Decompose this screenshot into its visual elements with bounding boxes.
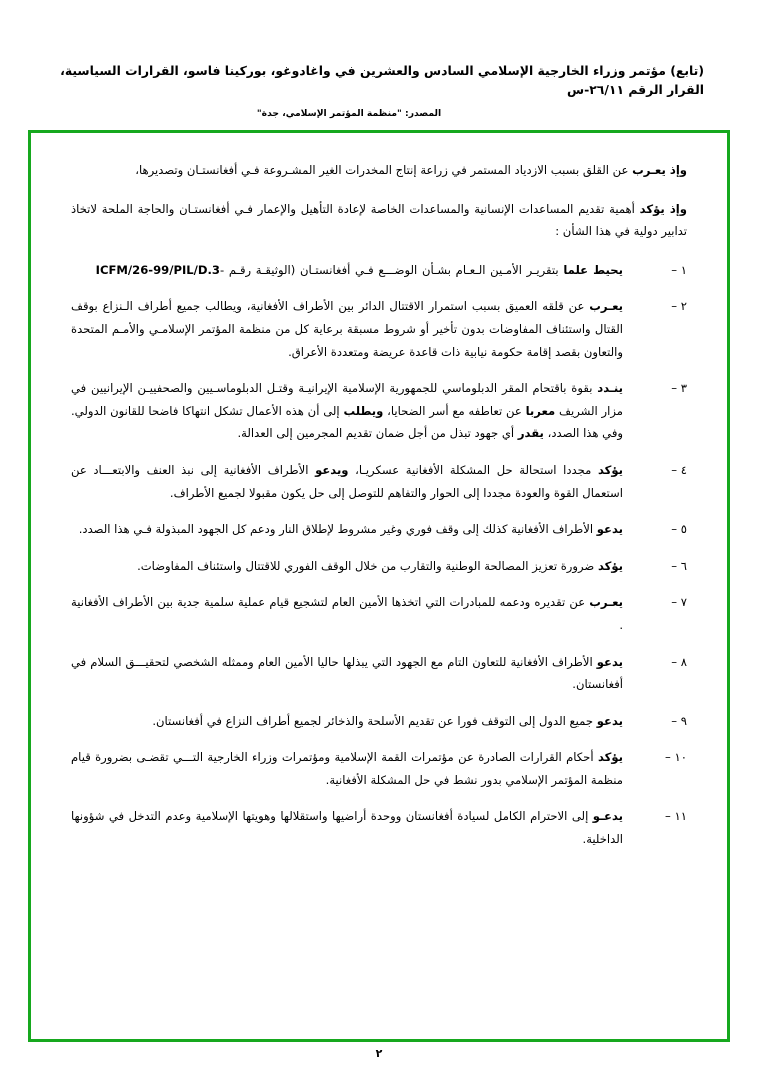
clause-content xyxy=(71,555,623,578)
clause-number: ٨ – xyxy=(671,654,687,669)
clause-body: بتقريـر الأمـين الـعـام بشـأن الوضـــع فـي أفغانستـان (الوثيقـة رقـم - xyxy=(219,262,564,277)
clause-number: ٢ – xyxy=(671,299,687,314)
document-reference: ICFM/26-99/PIL/D.3 xyxy=(95,262,220,277)
clause-content xyxy=(71,377,623,445)
clause-lead: يعـرب xyxy=(589,299,623,314)
clause-number-value: ٥ xyxy=(680,522,687,537)
clause-number-value: ٣ xyxy=(680,381,687,396)
clause-lead: يدعو xyxy=(596,713,623,728)
clause-content xyxy=(71,710,623,733)
clause-content xyxy=(71,295,623,363)
clause-number-value: ٤ xyxy=(680,462,687,477)
preamble-lead-1: وإذ يعـرب xyxy=(632,163,687,177)
clause-number: ٥ – xyxy=(671,522,687,537)
clause-number-value: ١١ xyxy=(674,809,687,824)
clause-number-value: ٨ xyxy=(680,654,687,669)
page-number: ٢ xyxy=(375,1047,383,1060)
clause-number: ٦ – xyxy=(671,558,687,573)
clause-number: ١ – xyxy=(671,262,687,277)
clause-body: جميع الدول إلى التوقف فورا عن تقديم الأسلحة والذخائر لجميع أطراف النزاع في أفغانستان. xyxy=(152,713,597,728)
clause-body: بقوة باقتحام المقر الدبلوماسي للجمهورية الإسلامية الإيرانيـة وقتـل الدبلوماسـيين والصحفييـن الإيرانيين في مزار الشريف xyxy=(71,381,623,418)
clause-body-2: الأطراف الأفغانية إلى نبذ العنف والابتعـــاد عن استعمال القوة والعودة مجددا إلى الحوار والتفاهم للتوصل إلى حل يكون مقبولا لجميع الأطراف. xyxy=(71,462,623,500)
preamble-lead-2: وإذ يؤكد xyxy=(639,201,687,216)
clause-number: ٩ – xyxy=(671,713,687,728)
page-footer xyxy=(0,1047,758,1060)
clause-body: أحكام القرارات الصادرة عن مؤتمرات القمة الإسلامية ومؤتمرات وزراء الخارجية التـــي تقضـى بضرورة قيام منظمة المؤتمر الإسلامي بدور نشط في حل المشكلة الأفغانية. xyxy=(71,750,623,787)
clause-content xyxy=(71,651,623,696)
clause-lead: يؤكد xyxy=(597,558,623,573)
list-item xyxy=(71,591,687,636)
clause-content xyxy=(71,459,623,504)
clause-number: ٤ – xyxy=(671,462,687,477)
clause-lead-2: ويدعو xyxy=(315,462,349,477)
content-frame xyxy=(28,130,730,1042)
clause-lead-4: يقدر xyxy=(517,426,544,441)
clause-content xyxy=(71,805,623,850)
clause-body: الأطراف الأفغانية للتعاون التام مع الجهود التي يبذلها حاليا الأمين العام وممثله الشخصي لتحقيـــق السلام في أفغانستان. xyxy=(71,654,623,692)
preamble-text-2: أهمية تقديم المساعدات الإنسانية والمساعدات الخاصة لإعادة التأهيل والإعمار فـي أفغانستـان والحاجة الملحة لاتخاذ تدابير دولية في هذا الشأن : xyxy=(71,201,687,239)
list-item xyxy=(71,805,687,850)
list-item xyxy=(71,518,687,541)
clause-lead: يدعو xyxy=(596,654,623,669)
clause-body-2: عن تعاطفه مع أسر الضحايا، xyxy=(383,403,526,418)
clause-body: ضرورة تعزيز المصالحة الوطنية والتقارب من خلال الوقف الفوري للاقتتال واستئناف المفاوضات. xyxy=(137,558,598,573)
clause-body: الأطراف الأفغانية كذلك إلى وقف فوري وغير مشروط لإطلاق النار ودعم كل الجهود المبذولة فـي هذا الصدد. xyxy=(78,522,597,537)
preamble-text-1: عن القلق بسبب الازدياد المستمر في زراعة إنتاج المخدرات الغير المشـروعة فـي أفغانستـان وتصديرها، xyxy=(135,163,633,177)
preamble-paragraph-2 xyxy=(71,198,687,243)
clause-lead: يؤكد xyxy=(597,750,623,765)
clause-number-value: ١٠ xyxy=(674,750,687,765)
list-item xyxy=(71,710,687,733)
clause-lead: ينـدد xyxy=(597,381,623,396)
header-source: المصدر: "منظمة المؤتمر الإسلامي، جدة" xyxy=(256,108,442,120)
header-title: (تابع) مؤتمر وزراء الخارجية الإسلامي السادس والعشرين في واغادوغو، بوركينا فاسو، القرارات السياسية، القرار الرقم ٢٦/١١-س xyxy=(60,63,704,97)
list-item xyxy=(71,651,687,696)
clause-number-value: ٦ xyxy=(680,558,687,573)
clause-body: مجددا استحالة حل المشكلة الأفغانية عسكريـا، xyxy=(348,462,598,477)
clause-lead: يحيط علما xyxy=(563,262,623,277)
clause-content xyxy=(71,746,623,791)
list-item xyxy=(71,746,687,791)
clause-number-value: ١ xyxy=(680,262,687,277)
clause-lead: يؤكد xyxy=(597,462,624,477)
clause-number: ٣ – xyxy=(671,381,687,396)
clause-content xyxy=(71,591,623,636)
clause-lead: يدعو xyxy=(596,522,623,537)
clause-number: ٧ – xyxy=(671,595,687,610)
list-item xyxy=(71,377,687,445)
clause-number-value: ٧ xyxy=(680,595,687,610)
clause-body: عن قلقه العميق بسبب استمرار الاقتتال الدائر بين الأطراف الأفغانية، ويطالب جميع أطراف الـنزاع بوقف القتال واستئناف المفاوضات بدون تأخير أو شروط مسبقة برعاية كل من منظمة المؤتمر الإسلامـي والأمـم المتحدة والتعاون بقصد إقامة حكومة نيابية ذات قاعدة عريضة ومتعددة الأعراق. xyxy=(71,299,623,359)
list-item xyxy=(71,259,687,282)
clause-number-value: ٢ xyxy=(680,299,687,314)
page-header xyxy=(54,62,704,119)
clause-body: إلى الاحترام الكامل لسيادة أفغانستان ووحدة أراضيها واستقلالها وهويتها الإسلامية وعدم التدخل في شؤونها الداخلية. xyxy=(71,809,623,847)
clause-lead-3: ويطلب xyxy=(343,403,384,418)
content-body xyxy=(31,133,727,885)
clause-lead: يعـرب xyxy=(589,595,623,610)
clause-number: ١٠ – xyxy=(665,750,687,765)
clause-body-4: أي جهود تبذل من أجل ضمان تقديم المجرمين إلى العدالة. xyxy=(237,426,518,441)
clause-number-value: ٩ xyxy=(680,713,687,728)
preamble-paragraph-1 xyxy=(71,159,687,182)
clause-number: ١١ – xyxy=(665,809,687,824)
list-item xyxy=(71,295,687,363)
list-item xyxy=(71,555,687,578)
list-item xyxy=(71,459,687,504)
clause-list xyxy=(71,259,687,851)
clause-lead: يدعـو xyxy=(592,809,623,824)
clause-lead-2: معربا xyxy=(525,403,556,418)
clause-content xyxy=(71,259,623,282)
clause-body: عن تقديره ودعمه للمبادرات التي اتخذها الأمين العام لتشجيع قيام عملية سلمية جدية بين الأطراف الأفغانية . xyxy=(71,595,623,632)
clause-content xyxy=(71,518,623,541)
clause-body-3: إلى أن هذه الأعمال تشكل انتهاكا فاضحا للقانون الدولي. وفي هذا الصدد، xyxy=(71,403,623,441)
